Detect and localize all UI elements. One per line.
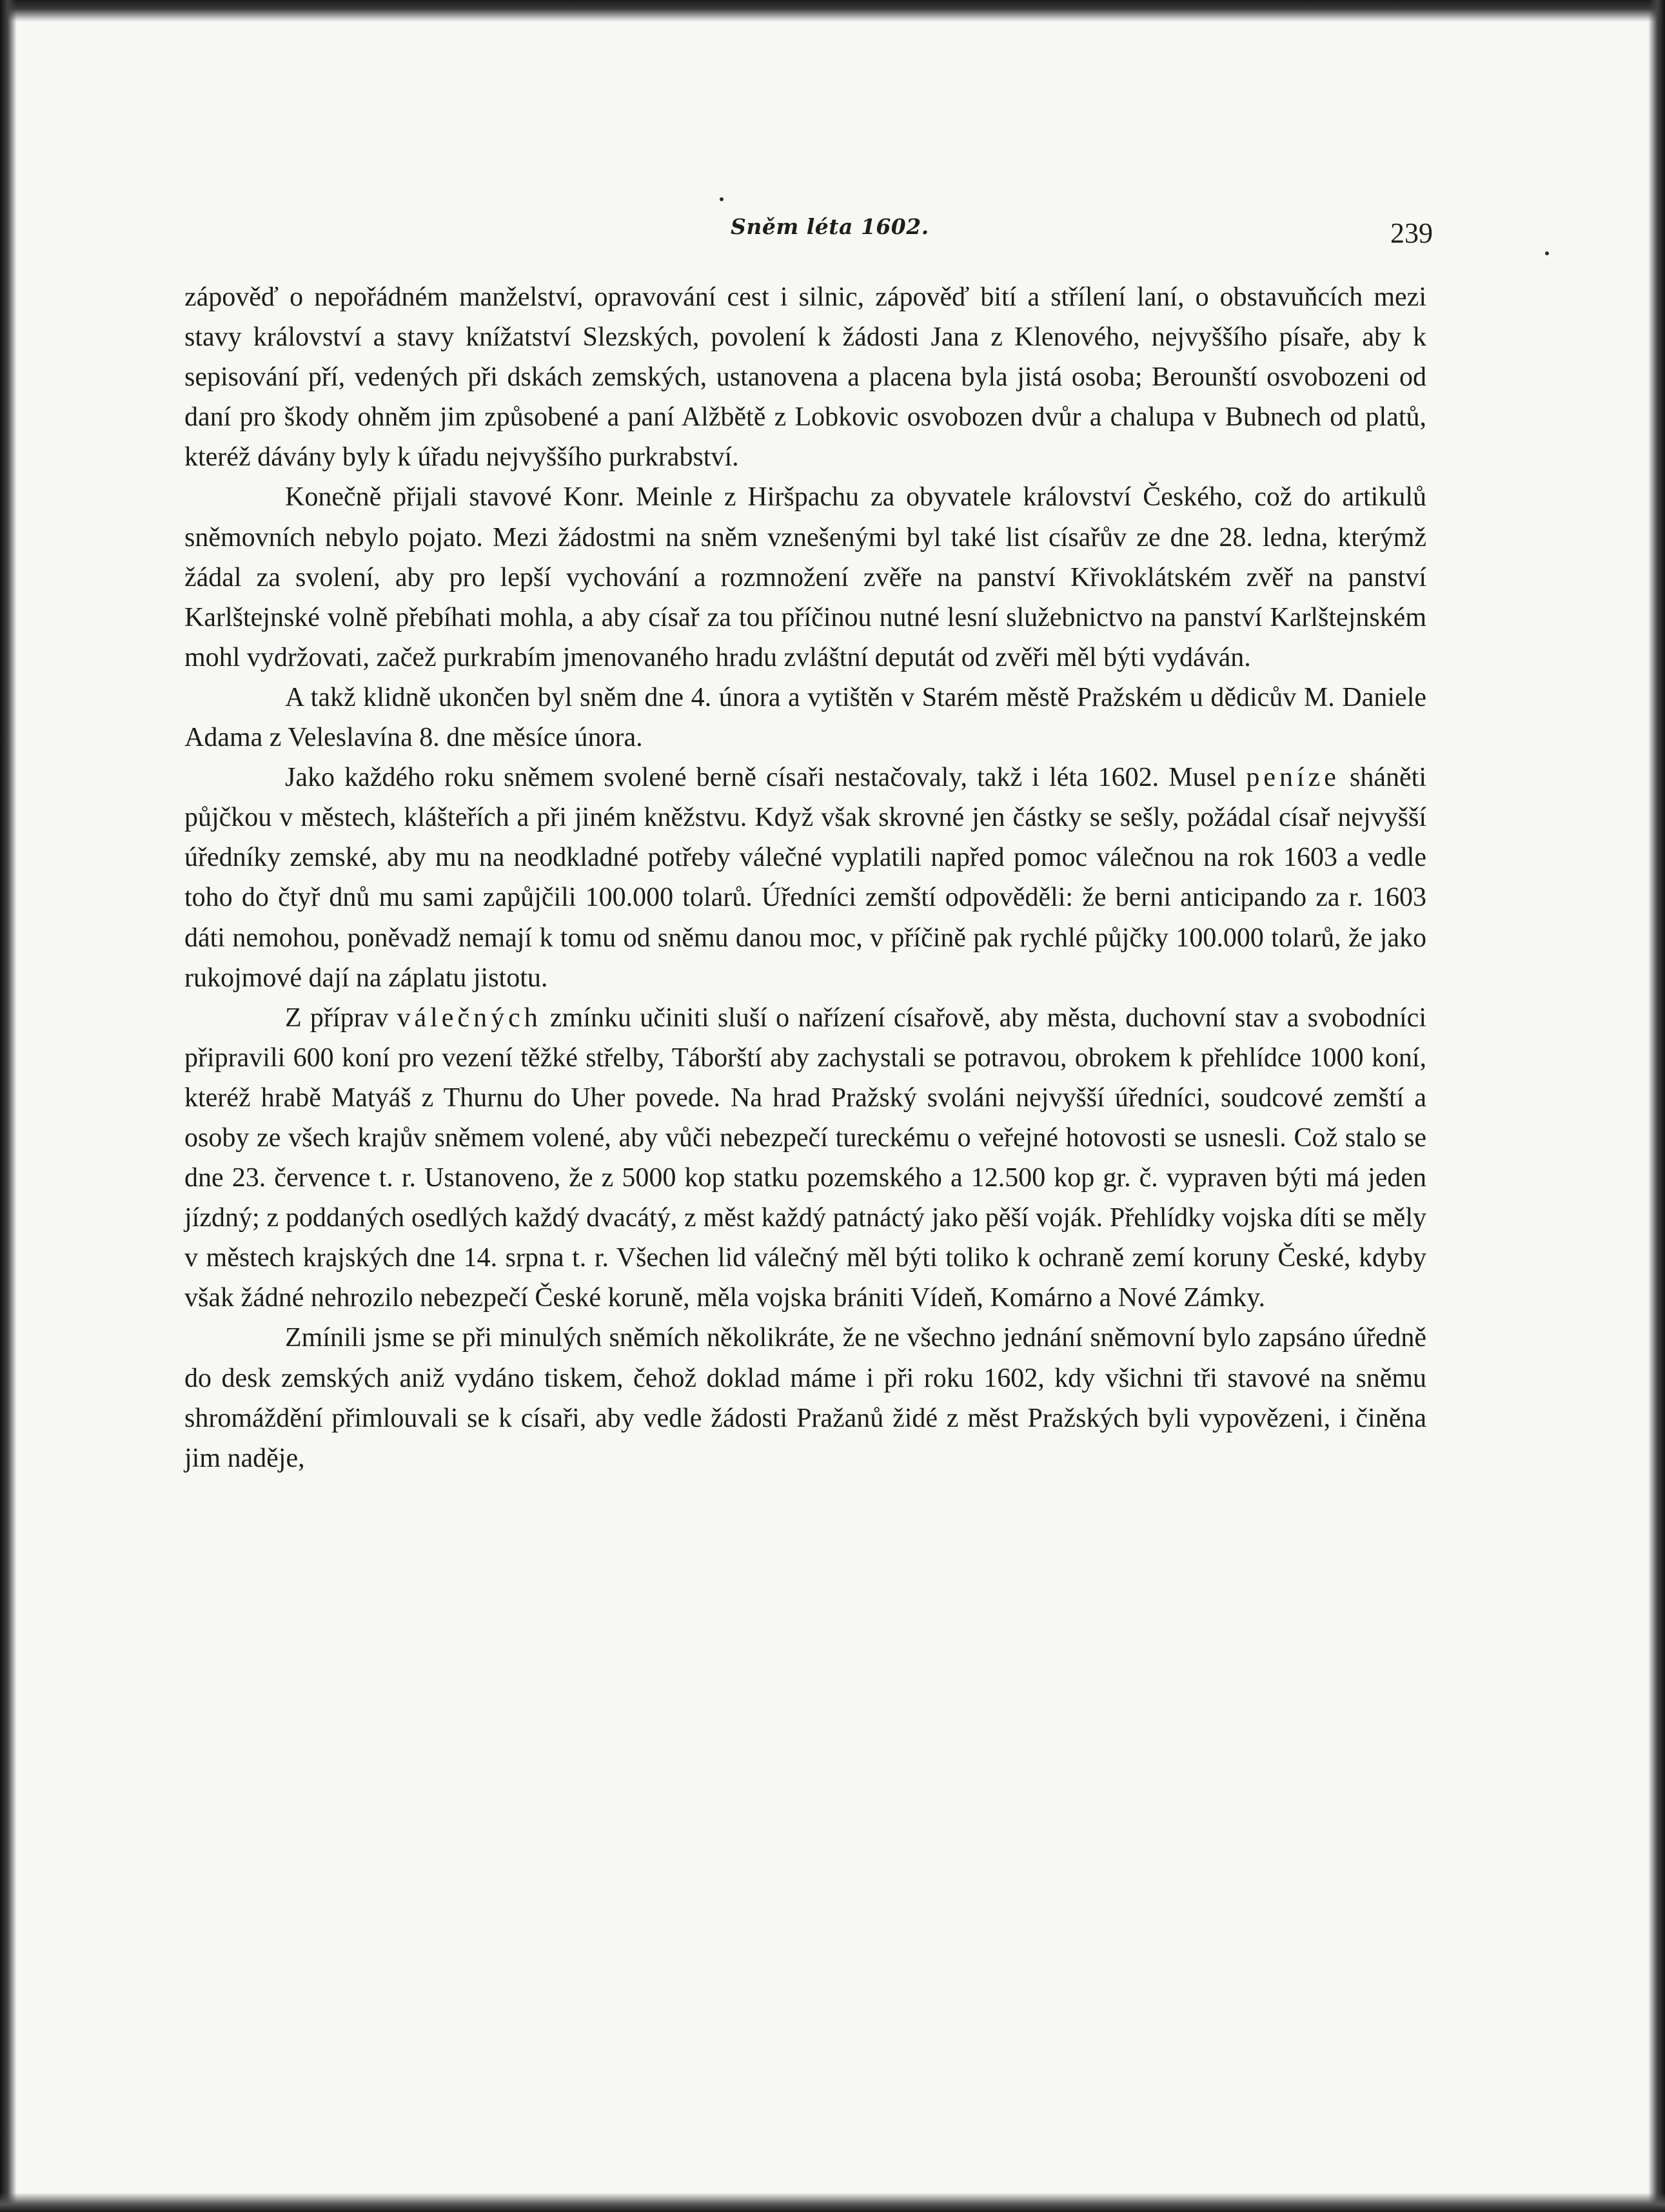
paragraph — [184, 998, 1426, 1318]
paragraph — [184, 277, 1426, 477]
paragraph-text: sháněti půjčkou v městech, klášteřích a při jiném kněžstvu. Když však skrovné jen částky se sešly, požádal císař nejvyšší úředníky zemské, aby mu na neodkladné potřeby válečné vyplatili napřed pomoc válečnou na rok 1603 a vedle toho do čtyř dnů mu sami zapůjčili 100.000 tolarů. Úředníci zemští odpověděli: že berni anticipando za r. 1603 dáti nemohou, poněvadž nemají k tomu od sněmu danou moc, v příčině pak rychlé půjčky 100.000 tolarů, že jako rukojmové dají na záplatu jistotu. — [184, 763, 1426, 993]
paragraph-text: A takž klidně ukončen byl sněm dne 4. února a vytištěn v Starém městě Pražském u dědicův M. Daniele Adama z Veleslavína 8. dne měsíce února. — [184, 682, 1426, 753]
spaced-emphasis: peníze — [1246, 763, 1340, 793]
paragraph-text: Z příprav — [285, 1003, 397, 1033]
scan-speck — [1545, 251, 1549, 255]
scan-border-right — [1648, 0, 1665, 2212]
paragraph — [184, 1318, 1426, 1478]
paragraph-text: Zmínili jsme se při minulých sněmích několikráte, že ne všechno jednání sněmovní bylo zapsáno úředně do desk zemských aniž vydáno tiskem, čehož doklad máme i při roku 1602, kdy všichni tři stavové na sněmu shromáždění přimlouvali se k císaři, aby vedle žádosti Pražanů židé z měst Pražských byli vypovězeni, i činěna jim naděje, — [184, 1323, 1426, 1473]
paragraph-text: zmínku učiniti sluší o nařízení císařově, aby města, duchovní stav a svobodníci připravili 600 koní pro vezení těžké střelby, Táborští aby zachystali se potravou, obrokem k přehlídce 1000 koní, kteréž hrabě Matyáš z Thurnu do Uher povede. Na hrad Pražský svoláni nejvyšší úředníci, soudcové zemští a osoby ze všech krajův sněmem volené, aby vůči nebezpečí tureckému o veřejné hotovosti se usnesli. Což stalo se dne 23. července t. r. Ustanoveno, že z 5000 kop statku pozemského a 12.500 kop gr. č. vypraven býti má jeden jízdný; z poddaných osedlých každý dvacátý, z měst každý patnáctý jako pěší voják. Přehlídky vojska díti se měly v městech krajských dne 14. srpna t. r. Všechen lid válečný měl býti toliko k ochraně zemí koruny České, kdyby však žádné nehrozilo nebezpečí České koruně, měla vojska brániti Vídeň, Komárno a Nové Zámky. — [184, 1003, 1426, 1313]
spaced-emphasis: válečných — [397, 1003, 542, 1033]
scan-border-top — [0, 0, 1665, 22]
scan-border-left — [0, 0, 17, 2212]
body-text — [184, 277, 1426, 1478]
paragraph — [184, 758, 1426, 998]
running-head: Sněm léta 1602. — [731, 214, 929, 239]
scan-border-bottom — [0, 2193, 1665, 2212]
page-number: 239 — [1390, 217, 1433, 249]
paragraph — [184, 678, 1426, 758]
paragraph-text: zápověď o nepořádném manželství, opravování cest i silnic, zápověď bití a střílení laní, o obstavuňcích mezi stavy království a stavy knížatství Slezských, povolení k žádosti Jana z Klenového, nejvyššího písaře, aby k sepisování pří, vedených při dskách zemských, ustanovena a placena byla jistá osoba; Berounští osvobozeni od daní pro škody ohněm jim způsobené a paní Alžbětě z Lobkovic osvobozen dvůr a chalupa v Bubnech od platů, kteréž dávány byly k úřadu nejvyššího purkrabství. — [184, 282, 1426, 473]
paragraph — [184, 477, 1426, 677]
scan-speck — [720, 197, 724, 201]
paragraph-text: Jako každého roku sněmem svolené berně císaři nestačovaly, takž i léta 1602. Musel — [285, 763, 1246, 793]
paragraph-text: Konečně přijali stavové Konr. Meinle z Hiršpachu za obyvatele království Českého, což do artikulů sněmovních nebylo pojato. Mezi žádostmi na sněm vznešenými byl také list císařův ze dne 28. ledna, kterýmž žádal za svolení, aby pro lepší vychování a rozmnožení zvěře na panství Křivoklátském zvěř na panství Karlštejnské volně přebíhati mohla, a aby císař za tou příčinou nutné lesní služebnictvo na panství Karlštejnském mohl vydržovati, začež purkrabím jmenovaného hradu zvláštní deputát od zvěři měl býti vydáván. — [184, 482, 1426, 672]
